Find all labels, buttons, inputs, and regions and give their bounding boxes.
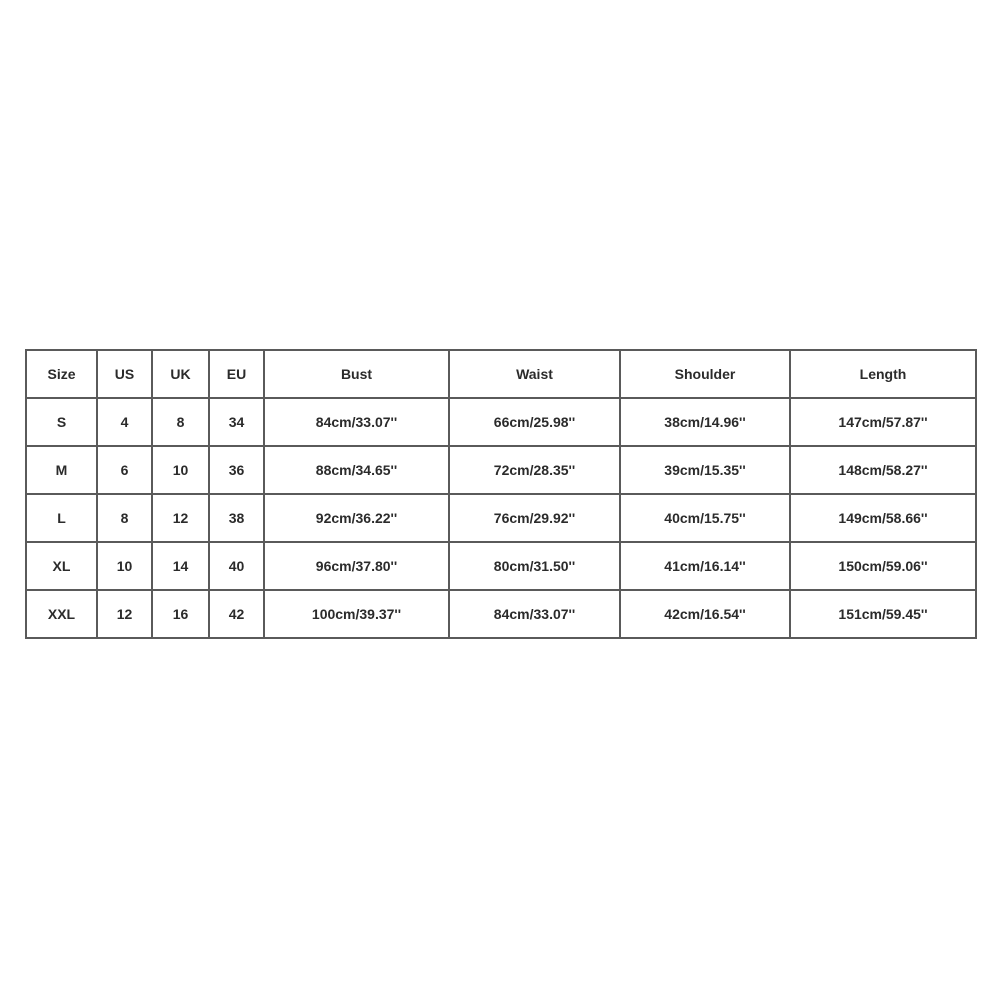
cell-bust: 84cm/33.07'' xyxy=(264,398,449,446)
table-header-row xyxy=(26,350,976,398)
cell-eu: 40 xyxy=(209,542,264,590)
cell-length: 149cm/58.66'' xyxy=(790,494,976,542)
header-uk: UK xyxy=(152,350,209,398)
cell-us: 6 xyxy=(97,446,152,494)
cell-shoulder: 40cm/15.75'' xyxy=(620,494,790,542)
cell-eu: 34 xyxy=(209,398,264,446)
cell-us: 8 xyxy=(97,494,152,542)
cell-uk: 10 xyxy=(152,446,209,494)
cell-size: L xyxy=(26,494,97,542)
cell-waist: 66cm/25.98'' xyxy=(449,398,620,446)
cell-size: XL xyxy=(26,542,97,590)
cell-shoulder: 42cm/16.54'' xyxy=(620,590,790,638)
cell-uk: 14 xyxy=(152,542,209,590)
cell-size: M xyxy=(26,446,97,494)
cell-size: XXL xyxy=(26,590,97,638)
header-eu: EU xyxy=(209,350,264,398)
cell-us: 4 xyxy=(97,398,152,446)
table-row xyxy=(26,590,976,638)
header-size: Size xyxy=(26,350,97,398)
header-us: US xyxy=(97,350,152,398)
cell-length: 147cm/57.87'' xyxy=(790,398,976,446)
cell-bust: 88cm/34.65'' xyxy=(264,446,449,494)
cell-eu: 38 xyxy=(209,494,264,542)
cell-waist: 80cm/31.50'' xyxy=(449,542,620,590)
size-chart-table xyxy=(25,349,977,639)
table-row xyxy=(26,398,976,446)
table-row xyxy=(26,494,976,542)
cell-shoulder: 39cm/15.35'' xyxy=(620,446,790,494)
header-waist: Waist xyxy=(449,350,620,398)
cell-bust: 100cm/39.37'' xyxy=(264,590,449,638)
table-row xyxy=(26,446,976,494)
cell-shoulder: 41cm/16.14'' xyxy=(620,542,790,590)
cell-uk: 16 xyxy=(152,590,209,638)
cell-uk: 12 xyxy=(152,494,209,542)
cell-us: 10 xyxy=(97,542,152,590)
cell-length: 148cm/58.27'' xyxy=(790,446,976,494)
cell-uk: 8 xyxy=(152,398,209,446)
header-shoulder: Shoulder xyxy=(620,350,790,398)
cell-eu: 36 xyxy=(209,446,264,494)
cell-us: 12 xyxy=(97,590,152,638)
header-bust: Bust xyxy=(264,350,449,398)
cell-shoulder: 38cm/14.96'' xyxy=(620,398,790,446)
header-length: Length xyxy=(790,350,976,398)
cell-length: 151cm/59.45'' xyxy=(790,590,976,638)
table-row xyxy=(26,542,976,590)
cell-waist: 84cm/33.07'' xyxy=(449,590,620,638)
cell-length: 150cm/59.06'' xyxy=(790,542,976,590)
cell-waist: 76cm/29.92'' xyxy=(449,494,620,542)
cell-size: S xyxy=(26,398,97,446)
cell-bust: 96cm/37.80'' xyxy=(264,542,449,590)
cell-waist: 72cm/28.35'' xyxy=(449,446,620,494)
cell-bust: 92cm/36.22'' xyxy=(264,494,449,542)
cell-eu: 42 xyxy=(209,590,264,638)
